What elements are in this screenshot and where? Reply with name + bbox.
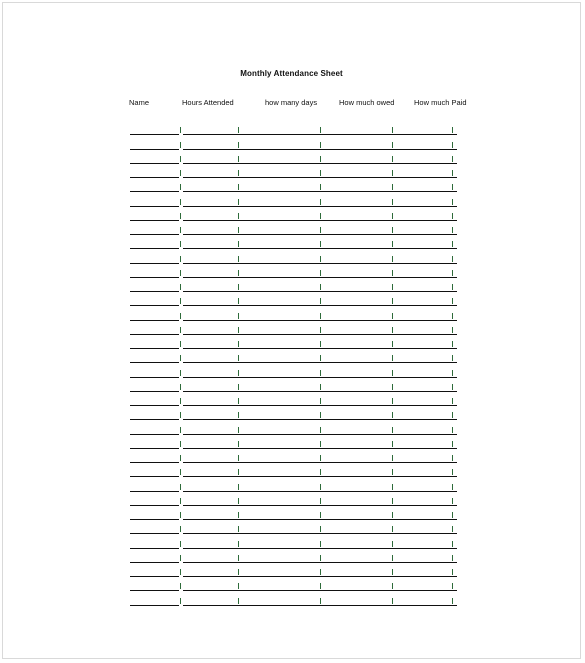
column-divider-tick xyxy=(452,526,453,532)
column-divider-tick xyxy=(320,541,321,547)
blank-row xyxy=(130,135,457,149)
column-divider-tick xyxy=(180,241,181,247)
column-divider-tick xyxy=(238,469,239,475)
column-divider-tick xyxy=(392,441,393,447)
blank-row xyxy=(130,306,457,320)
column-divider-tick xyxy=(452,498,453,504)
column-divider-tick xyxy=(238,270,239,276)
blank-row xyxy=(130,534,457,548)
column-divider-tick xyxy=(320,441,321,447)
column-divider-tick xyxy=(320,384,321,390)
column-divider-tick xyxy=(180,498,181,504)
column-divider-tick xyxy=(320,484,321,490)
column-divider-tick xyxy=(180,583,181,589)
column-divider-tick xyxy=(392,370,393,376)
column-divider-tick xyxy=(452,469,453,475)
column-divider-tick xyxy=(320,469,321,475)
column-divider-tick xyxy=(180,455,181,461)
column-divider-tick xyxy=(320,199,321,205)
column-divider-tick xyxy=(320,241,321,247)
column-divider-tick xyxy=(238,298,239,304)
column-header-how-many-days: how many days xyxy=(265,98,318,107)
column-divider-tick xyxy=(320,412,321,418)
column-divider-tick xyxy=(238,241,239,247)
column-divider-tick xyxy=(320,555,321,561)
column-divider-tick xyxy=(180,284,181,290)
document-page xyxy=(2,2,581,659)
column-divider-tick xyxy=(180,355,181,361)
column-divider-tick xyxy=(452,398,453,404)
blank-row xyxy=(130,264,457,278)
column-divider-tick xyxy=(392,455,393,461)
column-divider-tick xyxy=(392,484,393,490)
column-divider-tick xyxy=(180,427,181,433)
column-divider-tick xyxy=(180,213,181,219)
column-divider-tick xyxy=(180,298,181,304)
column-divider-tick xyxy=(238,127,239,133)
column-divider-tick xyxy=(180,384,181,390)
blank-row xyxy=(130,178,457,192)
column-divider-tick xyxy=(452,441,453,447)
column-divider-tick xyxy=(180,469,181,475)
column-divider-tick xyxy=(452,370,453,376)
blank-row xyxy=(130,164,457,178)
column-divider-tick xyxy=(180,127,181,133)
column-divider-tick xyxy=(320,370,321,376)
column-divider-tick xyxy=(452,170,453,176)
column-divider-tick xyxy=(320,355,321,361)
column-divider-tick xyxy=(238,484,239,490)
blank-row xyxy=(130,506,457,520)
blank-row xyxy=(130,477,457,491)
column-divider-tick xyxy=(320,569,321,575)
column-divider-tick xyxy=(180,569,181,575)
column-divider-tick xyxy=(320,298,321,304)
column-divider-tick xyxy=(392,583,393,589)
column-divider-tick xyxy=(180,526,181,532)
column-divider-tick xyxy=(238,526,239,532)
column-divider-tick xyxy=(320,512,321,518)
column-divider-tick xyxy=(452,227,453,233)
column-divider-tick xyxy=(392,241,393,247)
column-divider-tick xyxy=(320,170,321,176)
column-divider-tick xyxy=(452,598,453,604)
column-divider-tick xyxy=(392,170,393,176)
column-divider-tick xyxy=(320,270,321,276)
column-divider-tick xyxy=(180,484,181,490)
blank-row xyxy=(130,449,457,463)
column-divider-tick xyxy=(392,270,393,276)
column-divider-tick xyxy=(180,441,181,447)
column-divider-tick xyxy=(238,569,239,575)
column-divider-tick xyxy=(320,142,321,148)
blank-row xyxy=(130,406,457,420)
column-divider-tick xyxy=(180,313,181,319)
column-header-hours-attended: Hours Attended xyxy=(182,98,234,107)
column-divider-tick xyxy=(392,469,393,475)
blank-row xyxy=(130,563,457,577)
column-divider-tick xyxy=(392,412,393,418)
blank-row xyxy=(130,221,457,235)
blank-row xyxy=(130,150,457,164)
column-divider-tick xyxy=(238,427,239,433)
attendance-grid xyxy=(130,121,457,606)
column-divider-tick xyxy=(238,184,239,190)
column-divider-tick xyxy=(180,398,181,404)
column-divider-tick xyxy=(238,598,239,604)
column-divider-tick xyxy=(320,341,321,347)
column-divider-tick xyxy=(180,341,181,347)
column-divider-tick xyxy=(320,184,321,190)
column-divider-tick xyxy=(392,341,393,347)
column-divider-tick xyxy=(238,455,239,461)
column-divider-tick xyxy=(320,427,321,433)
column-divider-tick xyxy=(392,227,393,233)
column-divider-tick xyxy=(238,341,239,347)
column-divider-tick xyxy=(238,441,239,447)
column-divider-tick xyxy=(452,213,453,219)
column-divider-tick xyxy=(392,555,393,561)
column-divider-tick xyxy=(180,256,181,262)
column-divider-tick xyxy=(392,541,393,547)
blank-row xyxy=(130,549,457,563)
column-divider-tick xyxy=(320,127,321,133)
column-divider-tick xyxy=(392,569,393,575)
column-divider-tick xyxy=(320,583,321,589)
column-divider-tick xyxy=(320,327,321,333)
blank-row xyxy=(130,278,457,292)
column-divider-tick xyxy=(392,384,393,390)
column-divider-tick xyxy=(452,555,453,561)
blank-row xyxy=(130,378,457,392)
column-divider-tick xyxy=(320,598,321,604)
column-divider-tick xyxy=(452,327,453,333)
column-divider-tick xyxy=(452,341,453,347)
column-divider-tick xyxy=(392,327,393,333)
column-divider-tick xyxy=(180,412,181,418)
column-divider-tick xyxy=(180,156,181,162)
column-divider-tick xyxy=(320,455,321,461)
blank-row xyxy=(130,591,457,605)
column-divider-tick xyxy=(180,327,181,333)
column-divider-tick xyxy=(452,184,453,190)
column-divider-tick xyxy=(452,583,453,589)
column-divider-tick xyxy=(452,270,453,276)
column-header-how-much-owed: How much owed xyxy=(339,98,395,107)
column-divider-tick xyxy=(238,541,239,547)
column-divider-tick xyxy=(238,213,239,219)
column-divider-tick xyxy=(392,213,393,219)
blank-row xyxy=(130,321,457,335)
column-divider-tick xyxy=(452,355,453,361)
column-divider-tick xyxy=(392,313,393,319)
column-divider-tick xyxy=(238,170,239,176)
column-divider-tick xyxy=(452,127,453,133)
column-divider-tick xyxy=(320,256,321,262)
column-divider-tick xyxy=(392,355,393,361)
blank-row xyxy=(130,435,457,449)
column-divider-tick xyxy=(452,455,453,461)
blank-row xyxy=(130,392,457,406)
blank-row xyxy=(130,335,457,349)
column-divider-tick xyxy=(238,256,239,262)
column-divider-tick xyxy=(392,156,393,162)
column-divider-tick xyxy=(180,227,181,233)
column-divider-tick xyxy=(238,313,239,319)
sheet-title: Monthly Attendance Sheet xyxy=(240,69,343,78)
column-divider-tick xyxy=(320,213,321,219)
column-divider-tick xyxy=(320,398,321,404)
column-divider-tick xyxy=(452,256,453,262)
column-divider-tick xyxy=(238,227,239,233)
column-divider-tick xyxy=(392,526,393,532)
blank-row xyxy=(130,292,457,306)
blank-row xyxy=(130,492,457,506)
column-header-name: Name xyxy=(129,98,150,107)
column-divider-tick xyxy=(180,512,181,518)
column-divider-tick xyxy=(180,541,181,547)
column-divider-tick xyxy=(452,241,453,247)
column-divider-tick xyxy=(452,298,453,304)
blank-row xyxy=(130,577,457,591)
column-divider-tick xyxy=(238,555,239,561)
column-divider-tick xyxy=(452,512,453,518)
blank-row xyxy=(130,420,457,434)
column-divider-tick xyxy=(392,256,393,262)
column-divider-tick xyxy=(392,199,393,205)
column-divider-tick xyxy=(392,142,393,148)
column-divider-tick xyxy=(452,384,453,390)
column-divider-tick xyxy=(320,313,321,319)
column-divider-tick xyxy=(180,370,181,376)
column-divider-tick xyxy=(238,370,239,376)
column-divider-tick xyxy=(238,412,239,418)
column-divider-tick xyxy=(452,284,453,290)
column-divider-tick xyxy=(392,298,393,304)
column-header-how-much-paid: How much Paid xyxy=(414,98,467,107)
column-divider-tick xyxy=(452,484,453,490)
column-divider-tick xyxy=(238,284,239,290)
column-divider-tick xyxy=(180,142,181,148)
column-divider-tick xyxy=(392,498,393,504)
blank-row xyxy=(130,463,457,477)
column-divider-tick xyxy=(452,569,453,575)
column-divider-tick xyxy=(452,427,453,433)
blank-row xyxy=(130,235,457,249)
column-divider-tick xyxy=(180,170,181,176)
blank-row xyxy=(130,192,457,206)
column-divider-tick xyxy=(320,227,321,233)
blank-row xyxy=(130,349,457,363)
blank-row xyxy=(130,363,457,377)
column-divider-tick xyxy=(452,313,453,319)
column-divider-tick xyxy=(392,127,393,133)
column-divider-tick xyxy=(238,384,239,390)
column-divider-tick xyxy=(180,270,181,276)
column-divider-tick xyxy=(238,498,239,504)
column-divider-tick xyxy=(392,512,393,518)
column-divider-tick xyxy=(320,156,321,162)
column-divider-tick xyxy=(238,156,239,162)
column-divider-tick xyxy=(238,512,239,518)
column-divider-tick xyxy=(392,398,393,404)
column-divider-tick xyxy=(238,199,239,205)
column-divider-tick xyxy=(452,412,453,418)
column-divider-tick xyxy=(320,284,321,290)
column-divider-tick xyxy=(320,498,321,504)
column-divider-tick xyxy=(392,598,393,604)
column-divider-tick xyxy=(452,199,453,205)
column-divider-tick xyxy=(238,583,239,589)
column-divider-tick xyxy=(180,199,181,205)
column-divider-tick xyxy=(392,427,393,433)
column-divider-tick xyxy=(320,526,321,532)
column-divider-tick xyxy=(180,598,181,604)
column-divider-tick xyxy=(238,355,239,361)
column-divider-tick xyxy=(452,142,453,148)
blank-row xyxy=(130,121,457,135)
column-divider-tick xyxy=(238,398,239,404)
column-divider-tick xyxy=(238,142,239,148)
column-divider-tick xyxy=(452,541,453,547)
blank-row xyxy=(130,249,457,263)
blank-row xyxy=(130,207,457,221)
column-divider-tick xyxy=(180,555,181,561)
column-divider-tick xyxy=(392,284,393,290)
column-divider-tick xyxy=(392,184,393,190)
blank-row xyxy=(130,520,457,534)
column-divider-tick xyxy=(180,184,181,190)
column-divider-tick xyxy=(452,156,453,162)
column-divider-tick xyxy=(238,327,239,333)
